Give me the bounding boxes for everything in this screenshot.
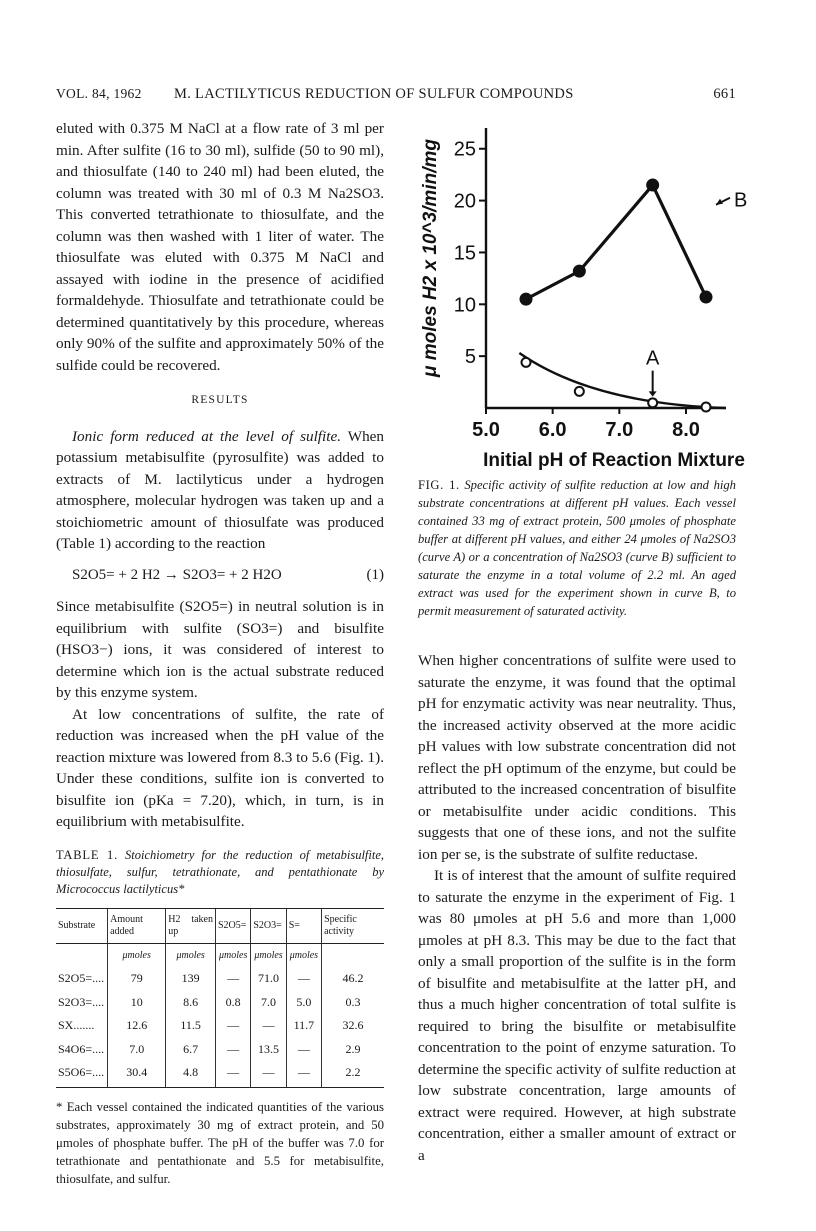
series-B-line [526,185,706,299]
table-cell: — [215,967,250,991]
page-number: 661 [713,86,736,102]
table-header: S2O5= [215,908,250,943]
section-title: RESULTS [191,394,249,406]
x-tick-label: 7.0 [605,419,634,441]
stoichiometry-table [56,908,384,1088]
series-A-point [702,402,711,411]
y-tick-label: 20 [453,190,476,213]
table-row [56,991,384,1015]
equation-text: S2O5= + 2 H2 → S2O3= + 2 H2O [72,566,282,583]
table-cell: 7.0 [251,991,286,1015]
table-header: H2 taken up [166,908,216,943]
table-cell: — [251,1014,286,1038]
y-tick-label: 5 [464,346,476,369]
table-cell: — [286,967,321,991]
table-unit: μmoles [286,943,321,967]
table-unit [322,943,384,967]
table-cell: — [286,1038,321,1062]
curve-label: A [645,347,660,370]
y-tick-label: 10 [453,294,476,317]
table-header: S2O3= [251,908,286,943]
series-B-point [574,266,585,277]
table-unit: μmoles [166,943,216,967]
table-cell: S4O6=.... [58,1041,105,1056]
methods-paragraph: eluted with 0.375 M NaCl at a flow rate of 3 ml per min. After sulfite (16 to 30 ml), sulfide (50 to 90 ml), and thiosulfate (140 to 240 ml) had been eluted, the column was treated with 30 ml of 0.3 M Na2SO3. This converted tetrathionate to thiosulfate, and the column was then washed with 1 liter of water. The thiosulfate was eluted with 0.375 M NaCl and assayed with iodine in the presence of acidified formaldehyde. Thiosulfate and tetrathionate could be determined quantitatively by this procedure, whereas only 90% of the sulfite and approximately 50% of the sulfide could be recovered. [56,120,384,374]
figure-caption [418,476,736,620]
table-row [56,1038,384,1062]
table-cell: 13.5 [251,1038,286,1062]
table-cell: 7.0 [108,1038,166,1062]
table-header: Specific activity [322,908,384,943]
table-header-row [56,908,384,943]
figure-caption-text: Specific activity of sulfite reduction at low and high substrate concentrations at different pH values. Each vessel contained 33 mg of extract protein, 500 μmoles of phosphate buffer at different pH values, and either 24 μmoles of Na2SO3 (curve A) or a concentration of Na2SO3 (curve B) sufficient to saturate the enzyme in a total volume of 2.2 ml. An aged extract was used for the experiment shown in curve B, to permit measurement of saturated activity. [418,478,736,618]
right-column [418,650,736,1166]
series-B-point [521,294,532,305]
curve-label: B [734,189,748,212]
table-row [56,1061,384,1087]
series-A-line [519,353,726,408]
table-cell: — [215,1061,250,1087]
table-cell: 11.7 [286,1014,321,1038]
table-cell: 30.4 [108,1061,166,1087]
table-unit: μmoles [215,943,250,967]
x-tick-label: 5.0 [472,419,500,441]
table-row [56,967,384,991]
table-cell: — [286,1061,321,1087]
chart-axes [420,128,748,471]
left-column [56,118,384,1188]
table-cell: S2O3=.... [58,994,105,1009]
volume-info: VOL. 84, 1962 [56,86,142,101]
discussion-paragraph-2: It is of interest that the amount of sulfite required to saturate the enzyme in the experiment of Fig. 1 was 80 μmoles at pH 5.6 and more than 1,000 μmoles at pH 8.3. This may be due to the fact that only a small proportion of the sulfite is in the form of bisulfite and metabisulfite at the latter pH, and thus a much higher concentration of total sulfite is required to bring the bisulfite or metabisulfite concentration to the point of enzyme saturation. To determine the specific activity of sulfite reduction at low substrate concentration, large amounts of extract were required. However, at high substrate concentration, either a smaller amount of extract or a [418,867,736,1164]
table-cell: SX....... [58,1018,95,1032]
table-unit [56,943,108,967]
table-cell: 5.0 [286,991,321,1015]
series-A-point [575,387,584,396]
table-caption-text: Stoichiometry for the reduction of metabisulfite, thiosulfate, sulfur, tetrathionate, and pentathionate by Micrococcus lactilyticus* [56,847,385,896]
table-unit: μmoles [251,943,286,967]
table-row [56,1014,384,1038]
table-cell: — [215,1038,250,1062]
table-cell: 12.6 [108,1014,166,1038]
running-title: M. LACTILYTICUS REDUCTION OF SULFUR COMPOUNDS [174,86,574,102]
x-tick-label: 8.0 [672,419,700,441]
subsection-title: Ionic form reduced at the level of sulfite. [72,427,341,445]
table-header: Amount added [108,908,166,943]
table-cell: 2.2 [322,1061,384,1087]
table-footnote: * Each vessel contained the indicated quantities of the various substrates, approximately 30 mg of extract protein, and 50 μmoles of phosphate buffer. The pH of the buffer was 7.0 for tetrathionate and pentathionate and 5.5 for metabisulfite, thiosulfate, and sulfur. [56,1099,384,1186]
series-B-point [701,292,712,303]
table-cell: S5O6=.... [56,1061,108,1087]
table-header: Substrate [56,908,108,943]
table-cell: 139 [166,967,216,991]
y-tick-label: 25 [453,138,476,161]
results-paragraph-2: Since metabisulfite (S2O5=) in neutral solution is in equilibrium with sulfite (SO3=) and bisulfite (HSO3−) ions, it was considered of interest to determine which ion is the actual substrate reduced by this enzyme system. [56,598,384,701]
equation [56,565,384,587]
series-A-point [648,398,657,407]
table-cell: — [215,1014,250,1038]
results-paragraph-1-text: When potassium metabisulfite (pyrosulfite) was added to extracts of M. lactilyticus under a hydrogen atmosphere, molecular hydrogen was taken up and a stoichiometric amount of thiosulfate was produced (Table 1) according to the reaction [56,427,384,552]
table-cell: 0.3 [322,991,384,1015]
table-cell: 0.8 [215,991,250,1015]
discussion-paragraph-1: When higher concentrations of sulfite were used to saturate the enzyme, it was found that the optimal pH for enzymatic activity was near neutrality. Thus, the increased activity observed at the more acidic pH values with low substrate concentration did not reflect the pH optimum of the enzyme, but could be attributed to the increased concentration of bisulfite or metabisulfite under acidic conditions. This suggests that one of these ions, and not the sulfite ion per se, is the substrate of sulfite reductase. [418,652,736,863]
table-cell: 8.6 [166,991,216,1015]
table-header: S= [286,908,321,943]
table-cell: 10 [108,991,166,1015]
table-cell: 71.0 [251,967,286,991]
curve-a-arrowhead [649,391,657,396]
series-A-point [522,358,531,367]
x-tick-label: 6.0 [538,419,567,441]
table-units-row [56,943,384,967]
running-header [56,86,736,108]
table-cell: 11.5 [166,1014,216,1038]
figure-label: FIG. 1. [418,478,460,492]
y-tick-label: 15 [453,242,476,265]
chart-marks [519,180,747,412]
table-cell: 46.2 [322,967,384,991]
table-cell: — [251,1061,286,1087]
table-unit: μmoles [108,943,166,967]
table-cell: 2.9 [322,1038,384,1062]
table-cell: 4.8 [166,1061,216,1087]
table-cell: 32.6 [322,1014,384,1038]
table-label: TABLE 1. [56,847,119,862]
x-axis-label: Initial pH of Reaction Mixture [483,450,745,471]
table-cell: 6.7 [166,1038,216,1062]
series-B-point [647,180,658,191]
table-cell: S2O5=.... [58,971,105,985]
y-axis-label: μ moles H2 x 10^3/min/mg [420,139,441,377]
table-cell: 79 [108,967,166,991]
equation-number: (1) [366,566,384,583]
results-paragraph-3: At low concentrations of sulfite, the rate of reduction was increased when the pH value of the reaction mixture was lowered from 8.3 to 5.6 (Fig. 1). Under these conditions, sulfite ion is converted to bisulfite ion (pKa = 7.20), which, in turn, is in equilibrium with metabisulfite. [56,705,384,830]
results-paragraph-1 [56,426,384,555]
figure-1-chart [410,110,748,472]
table-caption [56,847,384,898]
